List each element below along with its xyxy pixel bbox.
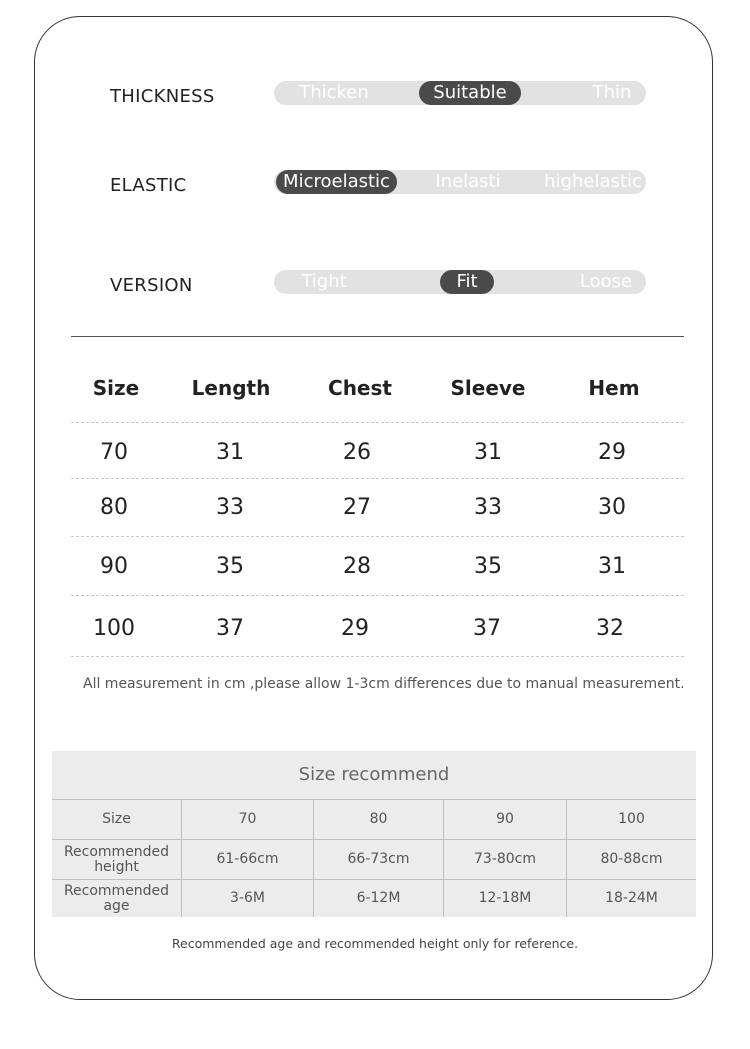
recommend-cell: 80	[313, 800, 443, 839]
size-recommend-grid	[52, 799, 696, 917]
size-table-header	[71, 360, 684, 422]
elastic-option-microelastic: Microelastic	[276, 170, 397, 194]
header-chest: Chest	[328, 376, 392, 400]
recommend-row-age	[52, 880, 696, 917]
version-option-tight: Tight	[301, 271, 347, 292]
cell-length: 31	[216, 440, 244, 465]
header-size: Size	[92, 376, 140, 400]
size-table	[71, 360, 684, 657]
cell-sleeve: 35	[474, 554, 502, 579]
size-recommend-table	[52, 751, 696, 917]
recommend-cell: 70	[181, 800, 313, 839]
cell-sleeve: 31	[474, 440, 502, 465]
reference-note: Recommended age and recommended height only for reference.	[171, 936, 579, 951]
recommend-cell: 6-12M	[313, 880, 443, 917]
recommend-row-label: Recommended height	[63, 843, 170, 875]
thickness-row	[110, 81, 650, 105]
recommend-row-label: Recommended age	[63, 882, 170, 914]
thickness-scale	[274, 81, 646, 105]
recommend-cell: 12-18M	[443, 880, 566, 917]
size-recommend-title: Size recommend	[298, 764, 450, 785]
recommend-row-height	[52, 840, 696, 880]
cell-size: 70	[100, 440, 128, 465]
version-label: VERSION	[110, 275, 193, 296]
thickness-label: THICKNESS	[110, 86, 215, 107]
cell-hem: 29	[598, 440, 626, 465]
cell-length: 37	[216, 616, 244, 641]
elastic-label: ELASTIC	[110, 175, 187, 196]
version-row	[110, 270, 650, 294]
recommend-cell: 61-66cm	[181, 840, 313, 879]
recommend-cell: 3-6M	[181, 880, 313, 917]
recommend-cell: 80-88cm	[566, 840, 696, 879]
cell-size: 90	[100, 554, 128, 579]
elastic-row	[110, 170, 650, 194]
cell-size: 100	[93, 616, 135, 641]
elastic-option-inelasti: Inelasti	[435, 171, 501, 192]
cell-sleeve: 37	[473, 616, 501, 641]
table-row	[71, 595, 684, 657]
cell-length: 35	[216, 554, 244, 579]
cell-chest: 29	[341, 616, 369, 641]
cell-size: 80	[100, 495, 128, 520]
header-sleeve: Sleeve	[450, 376, 526, 400]
cell-length: 33	[216, 495, 244, 520]
header-length: Length	[191, 376, 271, 400]
thickness-option-thicken: Thicken	[299, 82, 369, 103]
recommend-cell: 18-24M	[566, 880, 696, 917]
cell-hem: 30	[598, 495, 626, 520]
recommend-cell: 100	[566, 800, 696, 839]
recommend-cell: 66-73cm	[313, 840, 443, 879]
version-option-fit: Fit	[440, 270, 494, 294]
recommend-cell: 73-80cm	[443, 840, 566, 879]
measurement-note: All measurement in cm ,please allow 1-3cm differences due to manual measurement.	[83, 676, 685, 692]
recommend-cell: 90	[443, 800, 566, 839]
recommend-row-size	[52, 800, 696, 840]
cell-chest: 26	[343, 440, 371, 465]
elastic-scale	[274, 170, 646, 194]
cell-chest: 28	[343, 554, 371, 579]
header-hem: Hem	[588, 376, 640, 400]
elastic-option-highelastic: highelastic	[544, 171, 642, 192]
table-row	[71, 422, 684, 478]
cell-hem: 32	[596, 616, 624, 641]
table-row	[71, 478, 684, 536]
cell-sleeve: 33	[474, 495, 502, 520]
recommend-row-label: Size	[102, 811, 131, 827]
version-scale	[274, 270, 646, 294]
version-option-loose: Loose	[579, 271, 633, 292]
thickness-option-thin: Thin	[592, 82, 632, 103]
section-divider	[71, 336, 684, 337]
table-row	[71, 536, 684, 595]
thickness-option-suitable: Suitable	[419, 81, 521, 105]
cell-chest: 27	[343, 495, 371, 520]
cell-hem: 31	[598, 554, 626, 579]
